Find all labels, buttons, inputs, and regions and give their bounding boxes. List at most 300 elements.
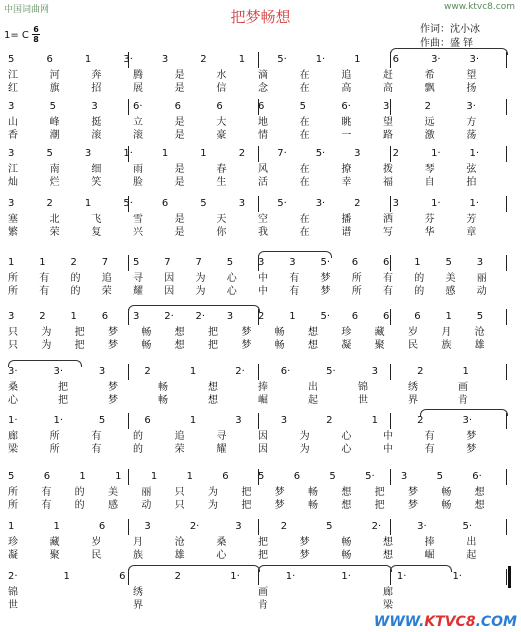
barline — [390, 196, 391, 212]
lyric-char: 畅 — [158, 395, 168, 406]
lyric-char: 心 — [8, 395, 18, 406]
time-sig-top: 6 — [33, 25, 39, 34]
song-title: 把梦畅想 — [230, 8, 291, 26]
note: 2 — [70, 257, 77, 268]
composer-credit: 作曲：盛 铎 — [420, 38, 474, 49]
barline — [128, 364, 129, 380]
note: 6 — [392, 54, 399, 65]
lyric-char: 赶 — [383, 70, 393, 81]
lyric-char: 繁 — [8, 227, 18, 238]
lyric-char: 梦 — [274, 500, 285, 511]
note: 5 — [329, 471, 336, 482]
barline — [390, 146, 391, 162]
lyric-char: 梦 — [408, 500, 418, 511]
lyric-char: 想 — [174, 340, 185, 351]
lyric-char: 滴 — [258, 70, 268, 81]
lyric-char: 眺 — [341, 117, 352, 128]
lyric-char: 芳 — [466, 214, 477, 225]
note: 2 — [417, 366, 424, 377]
lyric-char: 想 — [383, 550, 393, 561]
lyric-char: 激 — [424, 130, 435, 141]
score-row — [0, 192, 521, 258]
lyric-char: 播 — [341, 214, 352, 225]
note: 2 — [326, 415, 333, 426]
note: 1· — [123, 148, 133, 159]
lyric-char: 有 — [39, 286, 50, 297]
lyric-char: 珍 — [8, 537, 18, 548]
lyric-char: 中 — [383, 431, 393, 442]
lyric-char: 绣 — [133, 587, 143, 598]
lyric-char: 是 — [174, 83, 185, 94]
lyric-char: 荣 — [49, 227, 60, 238]
note: 6 — [119, 571, 126, 582]
lyric-char: 绣 — [408, 382, 418, 393]
lyric-char: 有 — [91, 444, 102, 455]
lyric-char: 荣 — [174, 444, 185, 455]
note: 2 — [46, 198, 53, 209]
note: 6 — [144, 415, 151, 426]
lyric-char: 美 — [108, 487, 118, 498]
tie-mark — [258, 565, 392, 572]
lyric-char: 有 — [91, 431, 102, 442]
lyric-char: 桑 — [8, 382, 18, 393]
note: 1 — [238, 54, 246, 65]
barline — [258, 519, 259, 535]
lyric-char: 心 — [341, 444, 352, 455]
lyric-char: 潮 — [49, 130, 60, 141]
lyric-char: 畅 — [141, 340, 152, 351]
lyric-char: 洒 — [383, 214, 393, 225]
lyric-char: 有 — [424, 431, 435, 442]
note: 6 — [43, 471, 51, 482]
lyric-char: 荣 — [101, 286, 112, 297]
note: 3 — [8, 311, 15, 322]
note: 3 — [238, 198, 246, 209]
lyric-char: 畅 — [308, 487, 318, 498]
lyric-char: 的 — [74, 500, 85, 511]
lyric-char: 是 — [174, 177, 185, 188]
lyric-char: 岁 — [408, 327, 418, 338]
note: 3 — [371, 366, 378, 377]
lyric-char: 梦 — [108, 395, 118, 406]
lyric-char: 族 — [133, 550, 143, 561]
note: 5 — [476, 311, 484, 322]
note: 6 — [293, 471, 301, 482]
barline — [506, 569, 507, 585]
lyric-char: 想 — [341, 487, 352, 498]
lyric-char: 沧 — [174, 537, 185, 548]
lyric-char: 高 — [383, 83, 393, 94]
note: 2· — [189, 521, 200, 532]
lyric-char: 畅 — [341, 550, 352, 561]
lyric-char: 把 — [74, 327, 85, 338]
lyric-char: 把 — [74, 340, 85, 351]
note: 1· — [341, 571, 351, 582]
note: 1· — [431, 148, 441, 159]
lyric-char: 挺 — [91, 117, 102, 128]
lyric-char: 为 — [41, 340, 52, 351]
lyric-char: 山 — [8, 117, 18, 128]
lyric-char: 梦 — [320, 273, 331, 284]
lyric-char: 念 — [258, 83, 268, 94]
lyric-char: 生 — [216, 177, 227, 188]
lyric-char: 是 — [174, 227, 185, 238]
note: 6 — [258, 101, 265, 112]
lyric-char: 所 — [351, 273, 362, 284]
lyric-char: 耀 — [216, 444, 227, 455]
note: 1 — [115, 471, 122, 482]
lyric-char: 想 — [474, 500, 485, 511]
lyric-char: 起 — [308, 395, 318, 406]
lyric-char: 美 — [445, 273, 456, 284]
lyric-char: 北 — [49, 214, 60, 225]
lyric-char: 飘 — [424, 83, 435, 94]
lyric-char: 梦 — [274, 487, 285, 498]
note: 1· — [315, 54, 326, 65]
lyric-char: 把 — [58, 382, 68, 393]
lyric-char: 民 — [91, 550, 102, 561]
note: 6· — [280, 366, 291, 377]
lyric-char: 的 — [414, 273, 425, 284]
note: 6 — [414, 311, 421, 322]
lyric-char: 滚 — [91, 130, 102, 141]
lyric-char: 世 — [358, 395, 368, 406]
note: 7 — [101, 257, 109, 268]
note: 3 — [161, 54, 169, 65]
note: 5 — [46, 148, 53, 159]
note: 3 — [400, 471, 408, 482]
note: 1 — [70, 311, 77, 322]
lyric-char: 世 — [8, 600, 18, 611]
lyric-char: 锦 — [358, 382, 368, 393]
lyric-char: 畅 — [441, 487, 452, 498]
lyric-char: 追 — [174, 431, 185, 442]
note: 1 — [8, 257, 15, 268]
lyric-char: 你 — [216, 227, 227, 238]
barline — [390, 519, 391, 535]
barline — [506, 469, 507, 485]
note: 1 — [84, 54, 92, 65]
lyric-char: 有 — [289, 286, 300, 297]
tie-mark — [390, 48, 508, 55]
lyric-char: 只 — [8, 340, 18, 351]
note: 2 — [392, 148, 399, 159]
lyric-char: 高 — [341, 83, 352, 94]
note: 1 — [39, 257, 46, 268]
lyric-char: 是 — [174, 214, 185, 225]
lyric-char: 的 — [133, 444, 143, 455]
note: 2· — [371, 521, 382, 532]
lyric-char: 地 — [258, 117, 268, 128]
note: 6 — [161, 198, 169, 209]
lyric-char: 想 — [383, 537, 393, 548]
note: 3 — [8, 148, 15, 159]
lyric-char: 脸 — [133, 177, 143, 188]
lyric-char: 梦 — [108, 340, 118, 351]
lyric-char: 起 — [466, 550, 477, 561]
lyric-char: 心 — [226, 286, 237, 297]
lyric-char: 因 — [164, 273, 175, 284]
note: 5 — [200, 198, 207, 209]
barline — [128, 519, 129, 535]
lyric-char: 所 — [351, 286, 362, 297]
lyric-char: 招 — [91, 83, 102, 94]
note: 1· — [230, 571, 240, 582]
note: 1 — [79, 471, 86, 482]
lyric-char: 峰 — [49, 117, 60, 128]
lyric-char: 是 — [174, 164, 185, 175]
lyric-char: 琴 — [424, 164, 435, 175]
note: 7· — [277, 148, 287, 159]
lyric-char: 感 — [108, 500, 118, 511]
lyric-char: 为 — [299, 444, 310, 455]
lyric-char: 崛 — [258, 395, 268, 406]
lyric-char: 想 — [474, 487, 485, 498]
lyric-char: 远 — [424, 117, 435, 128]
lyric-char: 在 — [299, 164, 310, 175]
note: 5 — [98, 415, 106, 426]
lyric-char: 为 — [41, 327, 52, 338]
lyric-char: 雨 — [133, 164, 143, 175]
lyric-char: 自 — [424, 177, 435, 188]
lyric-char: 活 — [258, 177, 268, 188]
lyric-char: 藏 — [49, 537, 60, 548]
lyric-char: 弦 — [466, 164, 477, 175]
lyric-char: 梦 — [108, 382, 118, 393]
note: 3· — [123, 54, 133, 65]
note: 3 — [226, 311, 234, 322]
note: 3· — [417, 521, 427, 532]
lyric-char: 感 — [445, 286, 456, 297]
lyric-char: 的 — [70, 273, 81, 284]
lyric-char: 路 — [383, 130, 393, 141]
lyric-char: 把 — [208, 327, 218, 338]
watermark-logo — [374, 614, 517, 630]
lyric-char: 畅 — [274, 340, 285, 351]
note: 5· — [320, 311, 331, 322]
lyric-char: 锦 — [8, 587, 18, 598]
note: 3· — [315, 198, 326, 209]
lyric-char: 有 — [39, 273, 50, 284]
note: 1 — [371, 415, 378, 426]
barline — [128, 469, 129, 485]
note: 1· — [452, 571, 462, 582]
lyric-char: 画 — [458, 382, 468, 393]
barline — [128, 99, 129, 115]
lyric-char: 的 — [70, 286, 81, 297]
note: 1 — [53, 521, 60, 532]
note: 5 — [226, 257, 234, 268]
lyric-char: 出 — [308, 382, 318, 393]
lyric-char: 把 — [374, 487, 385, 498]
lyric-char: 梦 — [241, 327, 252, 338]
site-url[interactable]: www.ktvc8.com — [444, 2, 515, 12]
note: 3 — [98, 366, 106, 377]
lyric-char: 在 — [299, 177, 310, 188]
lyric-char: 望 — [466, 70, 477, 81]
lyric-char: 心 — [226, 273, 237, 284]
note: 3· — [431, 54, 441, 65]
lyric-char: 信 — [216, 83, 227, 94]
lyric-char: 畅 — [274, 327, 285, 338]
barline — [390, 413, 391, 429]
note: 1· — [8, 415, 18, 426]
lyric-char: 所 — [49, 431, 60, 442]
barline — [506, 255, 507, 271]
lyric-char: 雄 — [474, 340, 485, 351]
lyric-char: 中 — [258, 273, 268, 284]
lyric-char: 红 — [8, 83, 18, 94]
lyric-char: 章 — [466, 227, 477, 238]
lyric-char: 把 — [258, 550, 268, 561]
lyric-char: 一 — [341, 130, 352, 141]
lyric-char: 月 — [133, 537, 143, 548]
key-signature: 1= C — [4, 30, 29, 41]
note: 5· — [320, 257, 331, 268]
lyric-char: 只 — [8, 327, 18, 338]
time-sig-bottom: 8 — [33, 35, 39, 44]
note: 5 — [133, 257, 140, 268]
note: 3· — [8, 366, 18, 377]
lyric-char: 幸 — [341, 177, 352, 188]
note: 3 — [133, 311, 140, 322]
lyric-char: 为 — [208, 500, 218, 511]
note: 3 — [144, 521, 151, 532]
note: 2 — [200, 54, 207, 65]
note: 6 — [174, 101, 182, 112]
lyric-char: 旗 — [49, 83, 60, 94]
lyric-char: 廊 — [383, 587, 393, 598]
barline — [390, 309, 391, 325]
barline — [390, 99, 391, 115]
note: 1 — [84, 198, 92, 209]
lyric-char: 只 — [174, 500, 185, 511]
note: 6 — [216, 101, 223, 112]
lyric-char: 民 — [408, 340, 418, 351]
note: 5· — [462, 521, 473, 532]
lyric-char: 有 — [383, 286, 393, 297]
lyric-char: 烂 — [49, 177, 60, 188]
lyric-char: 心 — [341, 431, 352, 442]
lyric-char: 梁 — [8, 444, 18, 455]
barline — [258, 52, 259, 68]
note: 6 — [222, 471, 229, 482]
note: 6 — [351, 311, 359, 322]
note: 1· — [285, 571, 296, 582]
note: 5 — [49, 101, 57, 112]
lyric-char: 想 — [208, 395, 218, 406]
note: 3 — [8, 101, 15, 112]
note: 5 — [445, 257, 452, 268]
lyric-char: 桑 — [216, 537, 227, 548]
lyric-char: 情 — [258, 130, 268, 141]
lyric-char: 的 — [414, 286, 425, 297]
lyric-char: 芬 — [424, 214, 435, 225]
lyric-char: 为 — [208, 487, 218, 498]
note: 2· — [235, 366, 245, 377]
lyric-char: 所 — [8, 500, 18, 511]
lyric-char: 捧 — [424, 537, 435, 548]
lyric-char: 肯 — [258, 600, 268, 611]
lyric-char: 寻 — [216, 431, 227, 442]
lyric-char: 中 — [383, 444, 393, 455]
lyric-char: 畅 — [341, 537, 352, 548]
lyric-char: 寻 — [133, 273, 143, 284]
barline — [390, 364, 391, 380]
lyric-char: 江 — [8, 70, 18, 81]
barline — [128, 255, 129, 271]
lyric-char: 凝 — [341, 340, 352, 351]
lyric-char: 有 — [289, 273, 300, 284]
note: 1 — [462, 366, 469, 377]
lyric-char: 畅 — [441, 500, 452, 511]
lyric-char: 有 — [41, 500, 52, 511]
lyric-char: 风 — [258, 164, 268, 175]
lyric-char: 想 — [308, 340, 318, 351]
final-barline — [508, 566, 511, 588]
lyric-char: 画 — [258, 587, 268, 598]
lyric-char: 界 — [408, 395, 418, 406]
lyric-char: 在 — [299, 227, 310, 238]
note: 1· — [431, 198, 441, 209]
lyric-char: 丽 — [141, 487, 152, 498]
note: 6 — [101, 311, 109, 322]
note: 1· — [469, 198, 480, 209]
lyric-char: 拍 — [466, 177, 477, 188]
note: 2 — [238, 148, 246, 159]
lyric-char: 畅 — [308, 500, 318, 511]
lyric-char: 塞 — [8, 214, 18, 225]
site-label: 中国词曲网 — [4, 5, 50, 15]
note: 1 — [63, 571, 70, 582]
note: 5· — [315, 148, 326, 159]
lyric-char: 有 — [383, 273, 393, 284]
barline — [128, 413, 129, 429]
lyric-char: 飞 — [91, 214, 102, 225]
lyric-char: 梦 — [408, 487, 418, 498]
lyric-char: 豪 — [216, 130, 227, 141]
lyric-char: 有 — [41, 487, 52, 498]
note: 3· — [466, 101, 476, 112]
lyric-char: 谱 — [341, 227, 352, 238]
watermark-prefix: WWW. — [373, 614, 425, 630]
lyricist-credit: 作词：沈小冰 — [420, 24, 480, 35]
watermark-brand: KTVC8 — [424, 614, 476, 630]
lyric-char: 因 — [258, 444, 268, 455]
lyric-char: 聚 — [374, 340, 385, 351]
time-signature — [32, 25, 40, 44]
lyric-char: 把 — [241, 500, 252, 511]
lyric-char: 雄 — [174, 550, 185, 561]
lyric-char: 的 — [74, 487, 85, 498]
note: 3 — [8, 198, 15, 209]
note: 1 — [189, 415, 197, 426]
note: 3 — [289, 257, 296, 268]
note: 3 — [392, 198, 399, 209]
note: 5· — [123, 198, 133, 209]
lyric-char: 华 — [424, 227, 435, 238]
note: 1 — [445, 311, 452, 322]
lyric-char: 肯 — [458, 395, 468, 406]
lyric-char: 梦 — [241, 340, 252, 351]
lyric-char: 所 — [49, 444, 60, 455]
note: 2· — [195, 311, 206, 322]
lyric-char: 想 — [308, 327, 318, 338]
lyric-char: 梦 — [466, 431, 477, 442]
lyric-char: 在 — [299, 70, 310, 81]
note: 3· — [53, 366, 63, 377]
note: 5 — [8, 54, 15, 65]
